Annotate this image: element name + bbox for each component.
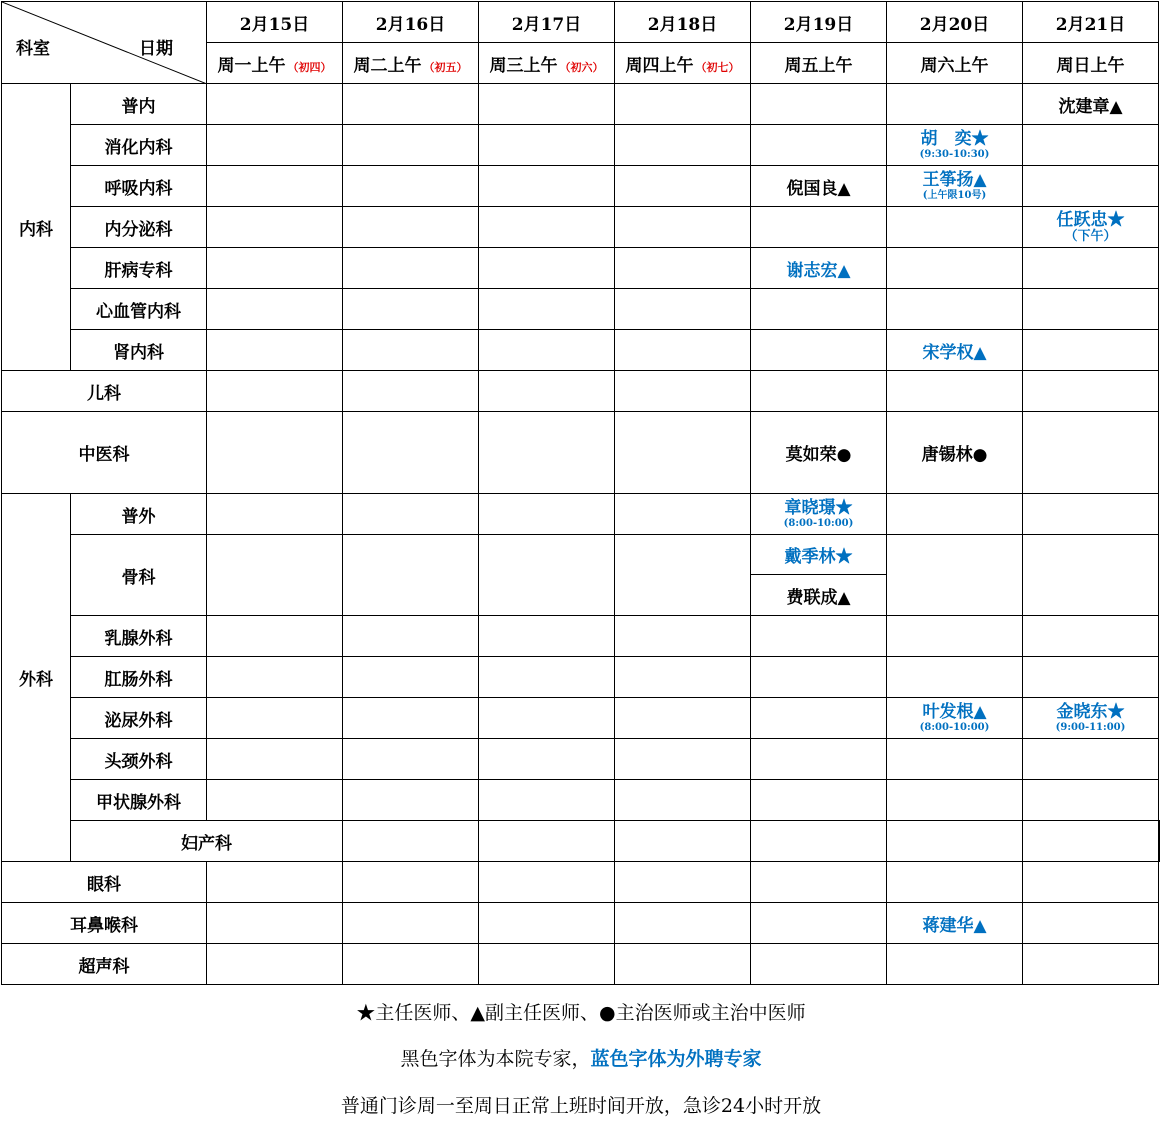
doctor-cell: 宋学权▲ [887, 330, 1023, 371]
date-header: 2月19日 [751, 2, 887, 43]
doctor-cell: 章晓璟★ (8:00-10:00) [751, 494, 887, 535]
dept-label: 乳腺外科 [71, 616, 207, 657]
dept-header-label: 科室 [16, 39, 50, 59]
weekday-header: 周五上午 [751, 43, 887, 84]
weekday-header: 周日上午 [1023, 43, 1159, 84]
doctor-cell: 莫如荣● [751, 412, 887, 494]
doctor-cell: 戴季林★ [751, 535, 887, 575]
date-header: 2月15日 [207, 2, 343, 43]
time-note: (9:00-11:00) [1055, 722, 1126, 733]
dept-label: 眼科 [2, 862, 207, 903]
dept-label: 肝病专科 [71, 248, 207, 289]
doctor-cell: 唐锡林● [887, 412, 1023, 494]
weekday-header: 周六上午 [887, 43, 1023, 84]
doctor-cell: 任跃忠★ （下午） [1023, 207, 1159, 248]
date-header: 2月17日 [479, 2, 615, 43]
weekday-header: 周一上午 （初四） [207, 43, 343, 84]
header-corner [2, 2, 207, 84]
doctor-cell: 倪国良▲ [751, 166, 887, 207]
dept-label: 肛肠外科 [71, 657, 207, 698]
dept-label: 泌尿外科 [71, 698, 207, 739]
date-header: 2月20日 [887, 2, 1023, 43]
dept-label: 普外 [71, 494, 207, 535]
doctor-cell: 费联成▲ [751, 575, 887, 616]
weekday-header: 周二上午 （初五） [343, 43, 479, 84]
time-note: (上午限10号) [922, 190, 987, 201]
date-header: 2月16日 [343, 2, 479, 43]
dept-label: 消化内科 [71, 125, 207, 166]
dept-label: 妇产科 [71, 821, 343, 862]
lunar-date: （初五） [423, 60, 468, 74]
dept-label: 儿科 [2, 371, 207, 412]
doctor-cell: 胡 奕★ (9:30-10:30) [887, 125, 1023, 166]
color-note-blue: 蓝色字体为外聘专家 [590, 1048, 762, 1070]
dept-label: 耳鼻喉科 [2, 903, 207, 944]
weekday-header: 周三上午 （初六） [479, 43, 615, 84]
time-note: (9:30-10:30) [919, 149, 990, 160]
dept-label: 内分泌科 [71, 207, 207, 248]
group-label-neike: 内科 [2, 84, 71, 371]
dept-label: 心血管内科 [71, 289, 207, 330]
duty-schedule-table [1, 1, 1160, 985]
lunar-date: （初六） [559, 60, 604, 74]
dept-label: 超声科 [2, 944, 207, 985]
legend-note: ★主任医师、▲副主任医师、●主治医师或主治中医师 [356, 1002, 806, 1024]
time-note: (8:00-10:00) [919, 722, 990, 733]
color-note [0, 1044, 1162, 1071]
doctor-cell: 叶发根▲ (8:00-10:00) [887, 698, 1023, 739]
doctor-cell: 王筝扬▲ (上午限10号) [887, 166, 1023, 207]
lunar-date: （初七） [695, 60, 740, 74]
doctor-cell: 蒋建华▲ [887, 903, 1023, 944]
group-label-waike: 外科 [2, 494, 71, 862]
color-note-black: 黑色字体为本院专家， [400, 1048, 591, 1070]
dept-label: 骨科 [71, 535, 207, 616]
dept-label: 中医科 [2, 412, 207, 494]
date-header: 2月18日 [615, 2, 751, 43]
doctor-cell: 谢志宏▲ [751, 248, 887, 289]
time-note: （下午） [1064, 228, 1117, 244]
dept-label: 头颈外科 [71, 739, 207, 780]
weekday-header: 周四上午 （初七） [615, 43, 751, 84]
date-header: 2月21日 [1023, 2, 1159, 43]
dept-label: 呼吸内科 [71, 166, 207, 207]
dept-label: 甲状腺外科 [71, 780, 207, 821]
doctor-cell: 沈建章▲ [1023, 84, 1159, 125]
doctor-cell: 金晓东★ (9:00-11:00) [1023, 698, 1159, 739]
lunar-date: （初四） [287, 60, 332, 74]
dept-label: 肾内科 [71, 330, 207, 371]
date-header-label: 日期 [139, 39, 173, 59]
dept-label: 普内 [71, 84, 207, 125]
hours-note: 普通门诊周一至周日正常上班时间开放，急诊24小时开放 [340, 1095, 822, 1117]
time-note: (8:00-10:00) [783, 518, 854, 529]
